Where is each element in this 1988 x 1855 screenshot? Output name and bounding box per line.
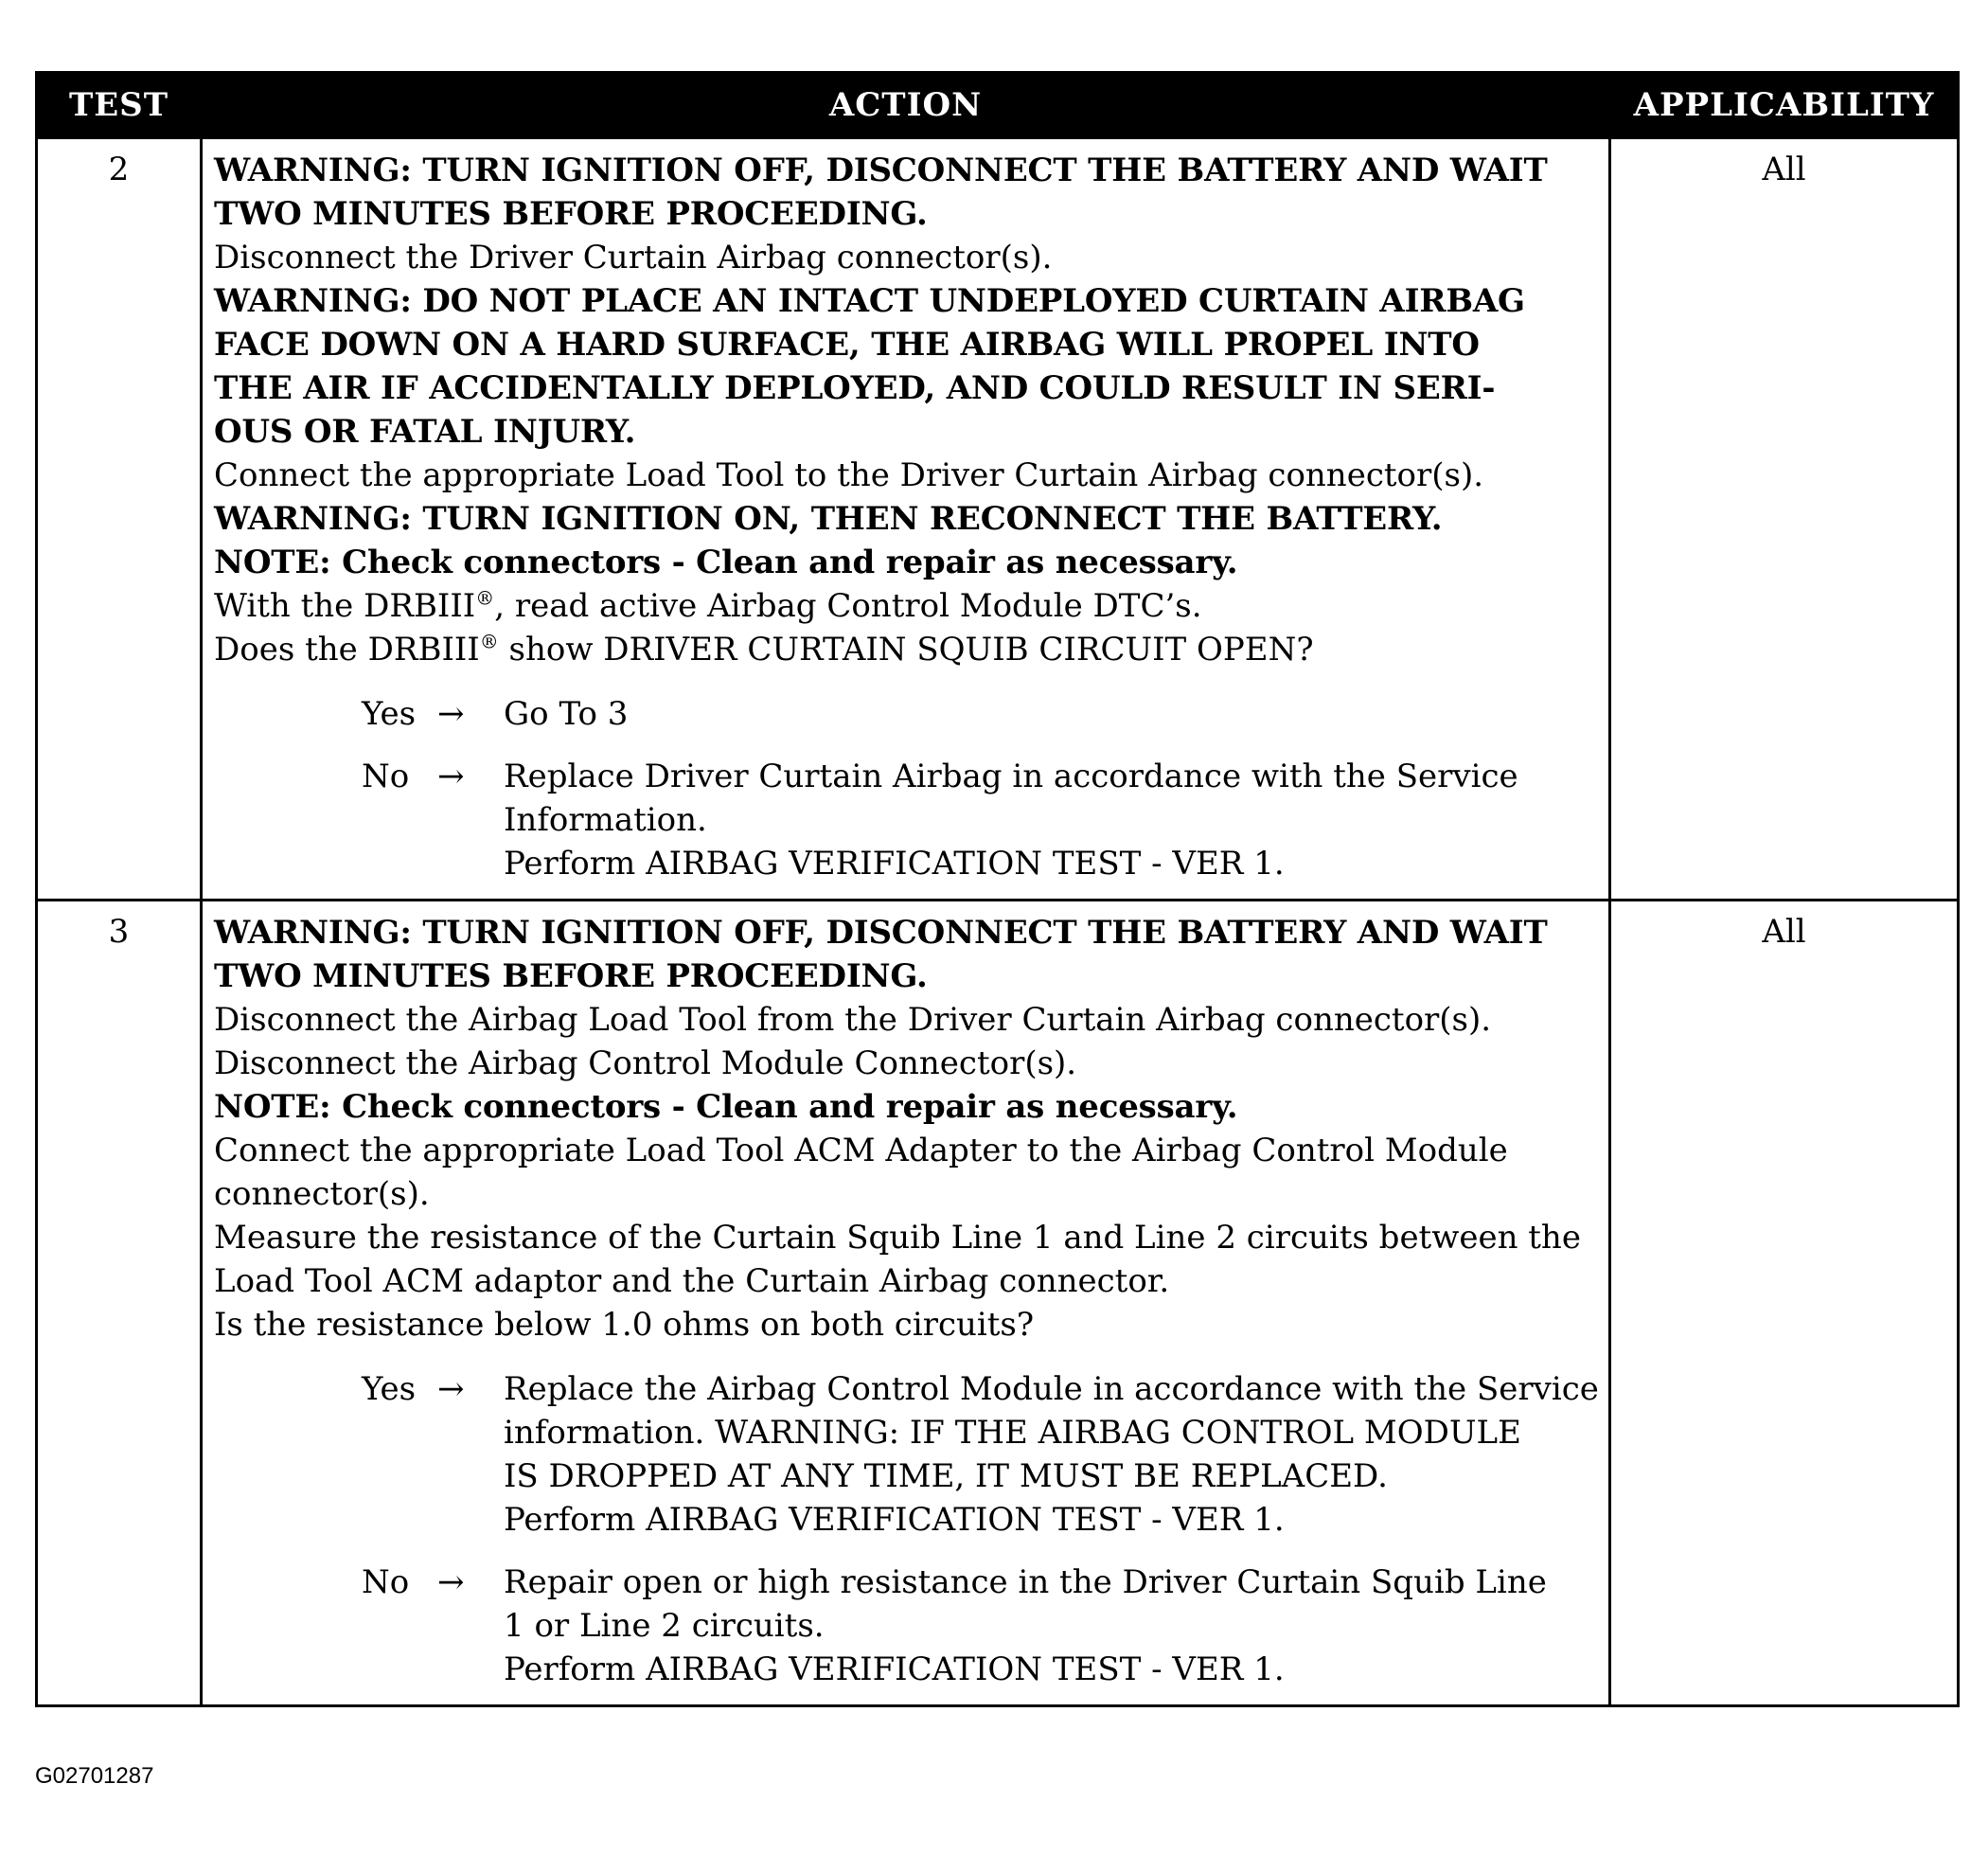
warning-line: TWO MINUTES BEFORE PROCEEDING. [214, 195, 928, 233]
table-body [37, 138, 1959, 1706]
branch-line: Perform AIRBAG VERIFICATION TEST - VER 1. [504, 1650, 1285, 1688]
branch-action [504, 1561, 1597, 1691]
test-number: 3 [37, 901, 202, 1706]
action-line: Connect the appropriate Load Tool to the Driver Curtain Airbag connector(s). [214, 456, 1484, 494]
arrow-right-icon: → [437, 1563, 465, 1601]
branch-action [504, 692, 1597, 736]
branch-line: Repair open or high resistance in the Driver Curtain Squib Line [504, 1563, 1547, 1601]
action-line: connector(s). [214, 1175, 430, 1213]
branch-line: 1 or Line 2 circuits. [504, 1607, 825, 1645]
action-line: Measure the resistance of the Curtain Squib Line 1 and Line 2 circuits between the [214, 1219, 1581, 1257]
warning-line: WARNING: TURN IGNITION OFF, DISCONNECT THE BATTERY AND WAIT [214, 152, 1548, 189]
registered-mark: ® [479, 630, 499, 653]
warning-line: WARNING: TURN IGNITION OFF, DISCONNECT THE BATTERY AND WAIT [214, 914, 1548, 952]
test-number: 2 [37, 138, 202, 901]
warning-line: THE AIR IF ACCIDENTALLY DEPLOYED, AND COULD RESULT IN SERI- [214, 369, 1496, 407]
warning-line: WARNING: DO NOT PLACE AN INTACT UNDEPLOYED CURTAIN AIRBAG [214, 282, 1525, 320]
action-line: Disconnect the Driver Curtain Airbag connector(s). [214, 239, 1053, 276]
arrow-right-icon: → [437, 695, 465, 733]
warning-line: FACE DOWN ON A HARD SURFACE, THE AIRBAG WILL PROPEL INTO [214, 326, 1480, 364]
action-cell [202, 901, 1610, 1706]
table-header-row [37, 73, 1959, 138]
branch-action [504, 1367, 1599, 1542]
branch-label: No [362, 1563, 410, 1601]
branch-label: Yes [362, 695, 417, 733]
warning-line: TWO MINUTES BEFORE PROCEEDING. [214, 957, 928, 995]
header-action: ACTION [202, 73, 1610, 138]
branch-line: Replace the Airbag Control Module in accordance with the Service [504, 1370, 1599, 1408]
diagnostic-test-table [35, 71, 1960, 1707]
header-test: TEST [37, 73, 202, 138]
warning-line: OUS OR FATAL INJURY. [214, 413, 636, 451]
branch-no [362, 1561, 1597, 1691]
warning-line: NOTE: Check connectors - Clean and repair as necessary. [214, 544, 1238, 581]
arrow-right-icon: → [437, 1370, 465, 1408]
branch-yes [362, 692, 1597, 736]
branch-line: Go To 3 [504, 695, 629, 733]
action-line: Is the resistance below 1.0 ohms on both circuits? [214, 1306, 1035, 1344]
action-line: Connect the appropriate Load Tool ACM Adapter to the Airbag Control Module [214, 1132, 1508, 1169]
branch-line: Information. [504, 801, 707, 839]
action-line: Disconnect the Airbag Load Tool from the Driver Curtain Airbag connector(s). [214, 1001, 1492, 1039]
action-line: Disconnect the Airbag Control Module Connector(s). [214, 1044, 1077, 1082]
branch-line: information. WARNING: IF THE AIRBAG CONTROL MODULE [504, 1414, 1521, 1452]
registered-mark: ® [475, 586, 495, 610]
branch-line: IS DROPPED AT ANY TIME, IT MUST BE REPLACED. [504, 1457, 1388, 1495]
applicability-value: All [1610, 138, 1959, 901]
action-text: , read active Airbag Control Module DTC’s. [494, 587, 1202, 625]
applicability-value: All [1610, 901, 1959, 1706]
action-text: With the DRBIII [214, 587, 476, 625]
action-cell [202, 138, 1610, 901]
arrow-right-icon: → [437, 758, 465, 795]
table-row [37, 901, 1959, 1706]
table-row [37, 138, 1959, 901]
branch-line: Perform AIRBAG VERIFICATION TEST - VER 1. [504, 1501, 1285, 1539]
warning-line: NOTE: Check connectors - Clean and repair as necessary. [214, 1088, 1238, 1126]
branch-label: Yes [362, 1370, 417, 1408]
branch-line: Replace Driver Curtain Airbag in accordance with the Service [504, 758, 1518, 795]
action-line: Load Tool ACM adaptor and the Curtain Airbag connector. [214, 1262, 1170, 1300]
action-line [214, 584, 1597, 628]
action-text: Does the DRBIII [214, 631, 480, 669]
action-line [214, 628, 1597, 671]
warning-line: WARNING: TURN IGNITION ON, THEN RECONNECT THE BATTERY. [214, 500, 1443, 538]
figure-id: G02701287 [35, 1763, 154, 1789]
branch-action [504, 755, 1597, 885]
branch-yes [362, 1367, 1597, 1542]
branch-no [362, 755, 1597, 885]
header-applicability: APPLICABILITY [1610, 73, 1959, 138]
action-text: show DRIVER CURTAIN SQUIB CIRCUIT OPEN? [498, 631, 1314, 669]
branch-line: Perform AIRBAG VERIFICATION TEST - VER 1. [504, 845, 1285, 883]
branch-label: No [362, 758, 410, 795]
